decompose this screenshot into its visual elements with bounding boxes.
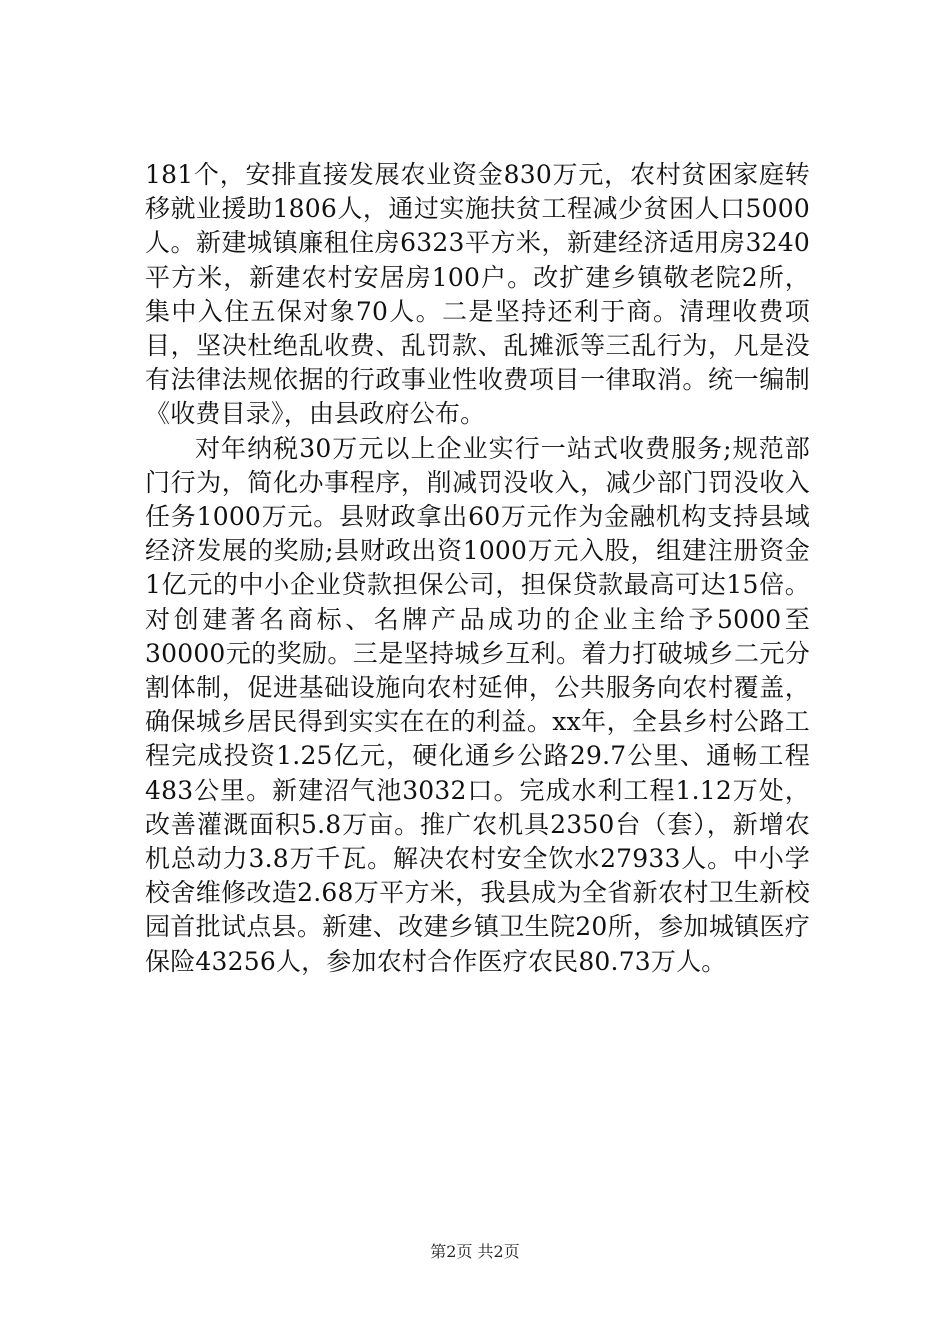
paragraph-1: 181个，安排直接发展农业资金830万元，农村贫困家庭转移就业援助1806人，通过实施扶贫工程减少贫困人口5000人。新建城镇廉租住房6323平方米，新建经济适用房3240平方米，新建农村安居房100户。改扩建乡镇敬老院2所，集中入住五保对象70人。二是坚持还利于商。清理收费项目，坚决杜绝乱收费、乱罚款、乱摊派等三乱行为，凡是没有法律法规依据的行政事业性收费项目一律取消。统一编制《收费目录》，由县政府公布。 bbox=[145, 160, 810, 429]
body-text bbox=[145, 158, 810, 979]
page-number: 第2页 共2页 bbox=[430, 1242, 520, 1261]
paragraph-2: 对年纳税30万元以上企业实行一站式收费服务;规范部门行为，简化办事程序，削减罚没收入，减少部门罚没收入任务1000万元。县财政拿出60万元作为金融机构支持县域经济发展的奖励;县财政出资1000万元入股，组建注册资金1亿元的中小企业贷款担保公司，担保贷款最高可达15倍。对创建著名商标、名牌产品成功的企业主给予5000至30000元的奖励。三是坚持城乡互利。着力打破城乡二元分割体制，促进基础设施向农村延伸，公共服务向农村覆盖，确保城乡居民得到实实在在的利益。xx年，全县乡村公路工程完成投资1.25亿元，硬化通乡公路29.7公里、通畅工程483公里。新建沼气池3032口。完成水利工程1.12万处，改善灌溉面积5.8万亩。推广农机具2350台（套），新增农机总动力3.8万千瓦。解决农村安全饮水27933人。中小学校舍维修改造2.68万平方米，我县成为全省新农村卫生新校园首批试点县。新建、改建乡镇卫生院20所，参加城镇医疗保险43256人，参加农村合作医疗农民80.73万人。 bbox=[145, 433, 810, 976]
